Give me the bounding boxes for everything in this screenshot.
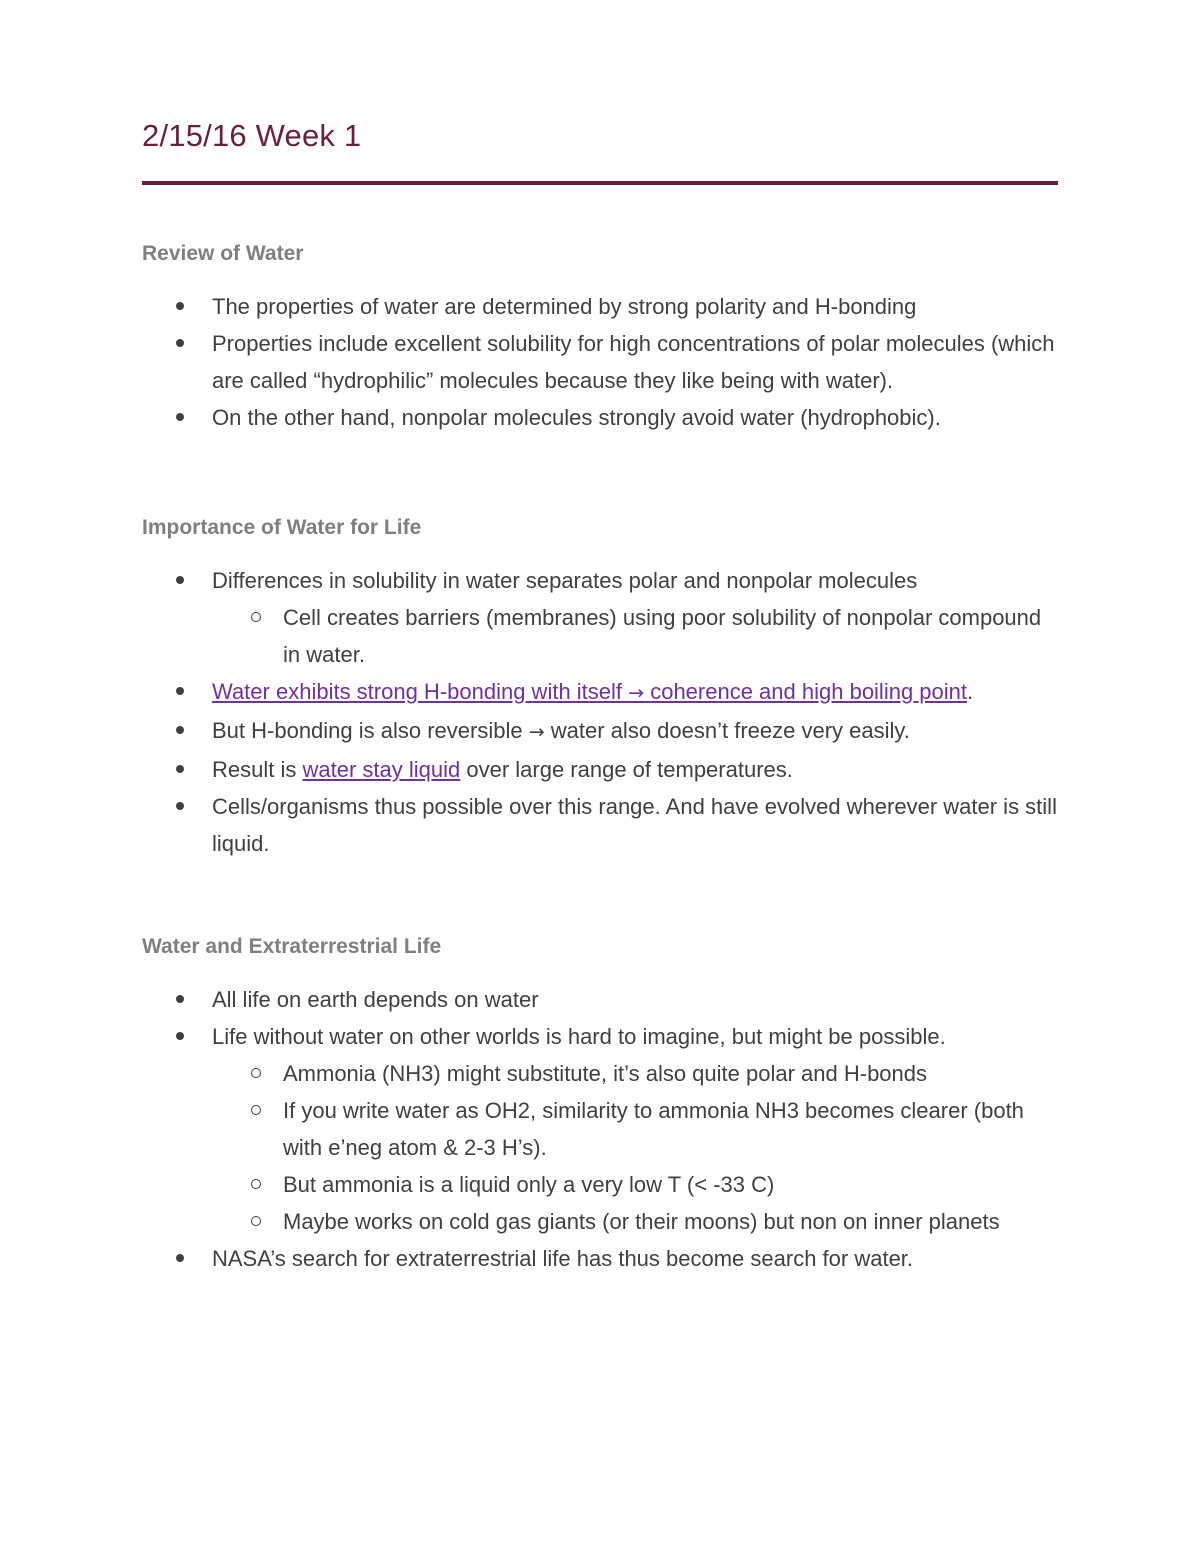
- sub-list: [212, 1055, 1058, 1240]
- right-arrow-icon: →: [528, 721, 545, 743]
- list-item-text: Life without water on other worlds is hard to imagine, but might be possible.: [212, 1024, 946, 1049]
- bullet-list: [142, 981, 1058, 1277]
- title-divider: [142, 181, 1058, 185]
- section-extraterrestrial-life: [142, 933, 1058, 1277]
- list-item-text: The properties of water are determined by strong polarity and H-bonding: [212, 294, 917, 319]
- page-title: 2/15/16 Week 1: [142, 118, 362, 153]
- section-heading: Importance of Water for Life: [142, 516, 422, 539]
- list-item: [142, 399, 1058, 436]
- list-item: [142, 288, 1058, 325]
- list-item: [142, 981, 1058, 1018]
- list-item: [142, 1018, 1058, 1240]
- section-importance-of-water: [142, 514, 1058, 862]
- sub-list-item-text: But ammonia is a liquid only a very low T (< -33 C): [283, 1172, 775, 1197]
- list-item: [142, 712, 1058, 751]
- list-item-text: water also doesn’t freeze very easily.: [550, 718, 910, 743]
- list-item: [142, 788, 1058, 862]
- section-heading: Review of Water: [142, 242, 304, 265]
- list-item: [142, 1240, 1058, 1277]
- sub-list-item: [212, 1203, 1058, 1240]
- list-item-text: But H-bonding is also reversible: [212, 718, 523, 743]
- list-item-text: Properties include excellent solubility for high concentrations of polar molecules (which are called “hydrophilic” molecules because they like being with water).: [212, 331, 1055, 393]
- sub-list-item: [212, 1166, 1058, 1203]
- sub-list-item-text: If you write water as OH2, similarity to ammonia NH3 becomes clearer (both with e’neg atom & 2-3 H’s).: [283, 1098, 1024, 1160]
- sub-list-item: [212, 1092, 1058, 1166]
- sub-list-item-text: Cell creates barriers (membranes) using poor solubility of nonpolar compound in water.: [283, 605, 1042, 667]
- list-item-prefix: Result is: [212, 757, 297, 782]
- list-item-text: Cells/organisms thus possible over this range. And have evolved wherever water is still liquid.: [212, 794, 1057, 856]
- list-item-text: Differences in solubility in water separates polar and nonpolar molecules: [212, 568, 918, 593]
- sub-list-item: [212, 1055, 1058, 1092]
- link-text-part1: Water exhibits strong H-bonding with itself: [212, 679, 623, 704]
- list-item: [142, 325, 1058, 399]
- water-stay-liquid-link[interactable]: water stay liquid: [302, 757, 461, 782]
- list-item: [142, 562, 1058, 673]
- section-heading: Water and Extraterrestrial Life: [142, 935, 442, 958]
- hbonding-link[interactable]: [212, 679, 967, 704]
- sub-list-item-text: Ammonia (NH3) might substitute, it’s also quite polar and H-bonds: [283, 1061, 928, 1086]
- section-review-of-water: [142, 240, 1058, 436]
- sub-list-item-text: Maybe works on cold gas giants (or their moons) but non on inner planets: [283, 1209, 1000, 1234]
- bullet-list: [142, 288, 1058, 436]
- sub-list: [212, 599, 1058, 673]
- list-item: [142, 751, 1058, 788]
- list-item-text: All life on earth depends on water: [212, 987, 539, 1012]
- sub-list-item: [212, 599, 1058, 673]
- list-item: [142, 673, 1058, 712]
- list-item-suffix: over large range of temperatures.: [466, 757, 793, 782]
- link-text-part2: coherence and high boiling point: [650, 679, 968, 704]
- right-arrow-icon: →: [628, 682, 645, 704]
- list-item-text: On the other hand, nonpolar molecules strongly avoid water (hydrophobic).: [212, 405, 941, 430]
- list-item-suffix: .: [967, 679, 974, 704]
- bullet-list: [142, 562, 1058, 862]
- list-item-text: NASA’s search for extraterrestrial life has thus become search for water.: [212, 1246, 914, 1271]
